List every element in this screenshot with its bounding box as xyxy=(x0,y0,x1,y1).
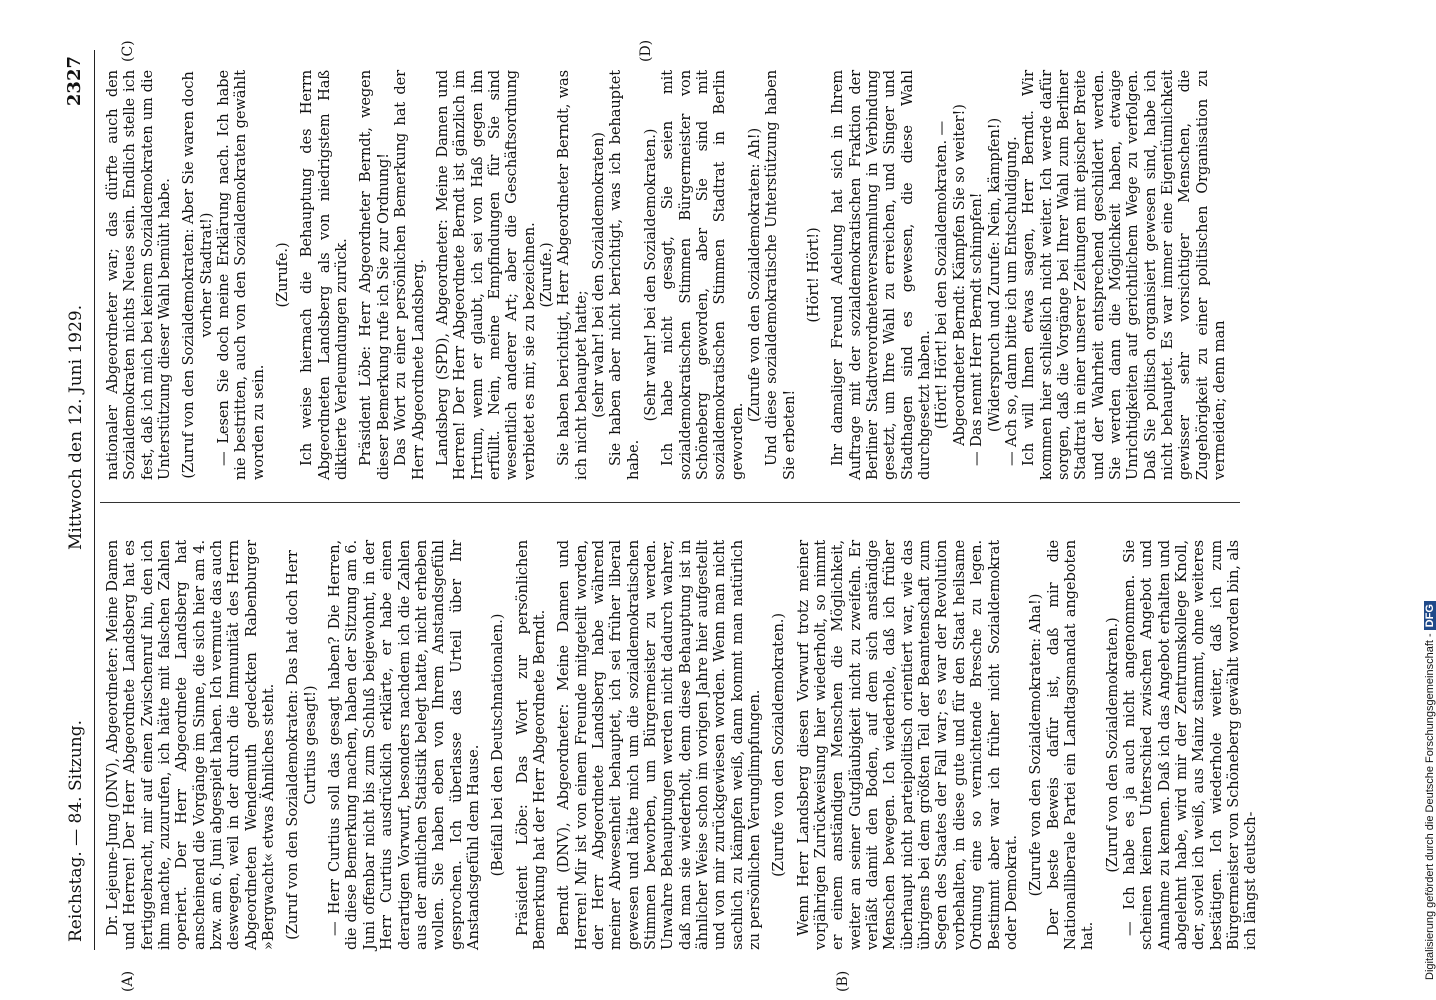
speech-paragraph: Ich weise hiernach die Behauptung des Herrn Abgeordneten Landsberg als von niedrigstem Haß diktierte Verleumdungen zurück. xyxy=(298,70,351,480)
interjection: (Zurufe von den Sozialdemokraten.) xyxy=(770,613,788,877)
digitization-notice-text: Digitalisierung gefördert durch die Deutsche Forschungsgemeinschaft - xyxy=(1424,633,1436,980)
margin-marker-c: (C) xyxy=(120,40,136,62)
interjection: (Zuruf von den Sozialdemokraten.) xyxy=(1103,617,1121,873)
speech-paragraph: Ich habe nicht gesagt, Sie seien mit sozialdemokratischen Stimmen Bürgermeister von Schöneberg geworden, aber Sie sind mit sozialdemokratischen Stimmen Stadtrat in Berlin geworden. xyxy=(659,70,746,480)
speech-paragraph: Das Wort zu einer persönlichen Bemerkung hat der Herr Abgeordnete Landsberg. xyxy=(392,70,427,480)
header-session: Reichstag. — 84. Sitzung. xyxy=(66,719,86,942)
digitization-notice xyxy=(1424,601,1436,980)
speech-paragraph: — Das nennt Herr Berndt schimpfen! xyxy=(968,192,986,466)
speech-paragraph: Berndt (DNV), Abgeordneter: Meine Damen und Herren! Mir ist von einem Freunde mitgeteilt worden, der Herr Abgeordnete Landsberg habe während meiner Abwesenheit behauptet, ich sei früher liberal gewesen und hätte mich um die sozialdemokratischen Stimmen beworben, um Bürgermeister zu werden. Unwahre Behauptungen werden nicht dadurch wahrer, daß man sie wiederholt, denn diese Behauptung ist in ähnlicher Weise schon im vorigen Jahre hier aufgestellt und von mir zurückgewiesen worden. Wenn man nicht sachlich zu kämpfen weiß, dann kommt man natürlich zu persönlichen Verunglimpfungen. xyxy=(555,540,764,950)
right-column xyxy=(104,70,1228,480)
speech-paragraph: Sie haben aber nicht berichtigt, was ich behauptet habe. xyxy=(607,70,642,480)
speech-paragraph: — Herr Curtius soll das gesagt haben? Die Herren, die diese Bemerkung machen, haben der Sitzung am 6. Juni offenbar nicht bis zum Schluß beigewohnt, in der Herr Curtius ausdrücklich erklärte, er habe einen derartigen Vorwurf, besonders nachdem ich die Zahlen aus der amtlichen Statistik belegt hatte, nicht erheben wollen. Sie haben eben von Ihrem Anstandsgefühl gesprochen. Ich überlasse das Urteil über Ihr Anstandsgefühl dem Hause. xyxy=(326,540,482,950)
speech-paragraph: — Ach so, dann bitte ich um Entschuldigung. xyxy=(1002,136,1020,466)
margin-marker-d: (D) xyxy=(638,39,654,62)
page-number: 2327 xyxy=(64,56,85,107)
interjection: (Zurufe.) xyxy=(537,242,555,308)
speech-paragraph: Ich will Ihnen etwas sagen, Herr Berndt. Wir kommen hier schließlich nicht weiter. Ich werde dafür sorgen, daß die Vorgänge bei Ihrer Wahl zum Berliner Stadtrat in einer unserer Zeitungen mit epischer Breite und der Wahrheit entsprechend geschildert werden. Sie werden dann die Möglichkeit haben, etwaige Unrichtigkeiten auf gerichtlichem Wege zu verfolgen. Daß Sie politisch organisiert gewesen sind, habe ich nicht behauptet. Es war immer eine Eigentümlichkeit gewisser sehr vorsichtiger Menschen, die Zugehörigkeit zu einer politischen Organisation zu vermeiden; denn man xyxy=(1020,70,1228,480)
margin-marker-a: (A) xyxy=(120,970,136,992)
interjection: (Hört! Hört! bei den Sozialdemokraten. — Abgeordneter Berndt: Kämpfen Sie so weiter!) xyxy=(933,104,968,446)
speech-paragraph: Wenn Herr Landsberg diesen Vorwurf trotz meiner vorjährigen Zurückweisung hier wiederholt, so nimmt er einem anständigen Menschen die Möglichkeit, weiter an seiner Gutgläubigkeit nicht zu zweifeln. Er verläßt damit den Boden, auf dem sich anständige Menschen bewegen. Ich wiederhole, daß ich früher überhaupt nicht parteipolitisch orientiert war, wie das übrigens bei dem größten Teil der Beamtenschaft zum Segen des Staates der Fall war; es war der Revolution vorbehalten, in diese gute und für den Staat heilsame Ordnung eine so vernichtende Bresche zu legen. Bestimmt aber war ich früher nicht Sozialdemokrat oder Demokrat. xyxy=(794,540,1020,950)
interjection: (sehr wahr! bei den Sozialdemokraten) xyxy=(589,132,607,418)
interjection: (Zurufe von den Sozialdemokraten: Ah!) xyxy=(746,127,764,423)
speech-paragraph: nationaler Abgeordneter war; das dürfte auch den Sozialdemokraten nichts Neues sein. Endlich stelle ich fest, daß ich mich bei keinem Sozialdemokraten um die Unterstützung dieser Wahl bemüht habe. xyxy=(104,70,174,480)
interjection: (Hört! Hört!) xyxy=(805,227,823,323)
column-divider xyxy=(100,502,1240,503)
dfg-logo: DFG xyxy=(1424,601,1436,630)
speech-paragraph: Präsident Löbe: Das Wort zur persönlichen Bemerkung hat der Herr Abgeordnete Berndt. xyxy=(513,540,548,950)
header-date: Mittwoch den 12. Juni 1929. xyxy=(66,304,86,550)
interjection: (Zuruf von den Sozialdemokraten: Aber Sie waren doch vorher Stadtrat!) xyxy=(180,71,215,479)
interjection: (Zuruf von den Sozialdemokraten: Das hat doch Herr Curtius gesagt!) xyxy=(284,550,319,940)
speech-paragraph: Präsident Löbe: Herr Abgeordneter Berndt, wegen dieser Bemerkung rufe ich Sie zur Ordnung! xyxy=(357,70,392,480)
margin-marker-b: (B) xyxy=(835,970,851,992)
interjection: (Widerspruch und Zurufe: Nein, kämpfen!) xyxy=(985,117,1003,433)
header-rule xyxy=(94,50,95,950)
interjection: (Zurufe von den Sozialdemokraten: Aha!) xyxy=(1027,593,1045,897)
interjection: (Beifall bei den Deutschnationalen.) xyxy=(489,613,507,877)
speech-paragraph: Dr. Lejeune-Jung (DNV), Abgeordneter: Meine Damen und Herren! Der Herr Abgeordnete Landsberg hat es fertiggebracht, mir auf einen Zwischenruf hin, den ich ihm machte, zuzurufen, ich hätte mit falschen Zahlen operiert. Der Herr Abgeordnete Landsberg hat anscheinend die Vorgänge im Sinne, die sich hier am 4. bzw. am 6. Juni abgespielt haben. Ich vermute das auch deswegen, weil in der durch die Immunität des Herrn Abgeordneten Wendemuth gedeckten Rabenburger »Bergwacht« etwas Ähnliches steht. xyxy=(104,540,278,950)
left-column xyxy=(104,540,1260,950)
speech-paragraph: — Lesen Sie doch meine Erklärung nach. Ich habe nie bestritten, auch von den Sozialdemokraten gewählt worden zu sein. xyxy=(215,70,267,480)
rotated-page xyxy=(60,39,1260,992)
speech-paragraph: Landsberg (SPD), Abgeordneter: Meine Damen und Herren! Der Herr Abgeordnete Berndt ist gänzlich im Irrtum, wenn er glaubt, ich sei von Haß gegen ihn erfüllt. Nein, meine Empfindungen für Sie sind wesentlich anderer Art; aber die Geschäftsordnung verbietet es mir, sie zu bezeichnen. xyxy=(433,70,538,480)
speech-paragraph: Der beste Beweis dafür ist, daß mir die Nationalliberale Partei ein Landtagsmandat angeboten hat. xyxy=(1044,540,1097,950)
speech-paragraph: Und diese sozialdemokratische Unterstützung haben Sie erbeten! xyxy=(763,70,798,480)
speech-paragraph: Sie haben berichtigt, Herr Abgeordneter Berndt, was ich nicht behauptet hatte; xyxy=(555,70,590,480)
interjection: (Sehr wahr! bei den Sozialdemokraten.) xyxy=(641,128,659,422)
interjection: (Zurufe.) xyxy=(274,242,292,308)
speech-paragraph: Ihr damaliger Freund Adelung hat sich in Ihrem Auftrage mit der sozialdemokratischen Fraktion der Berliner Stadtverordnetenversammlung in Verbindung gesetzt, um Ihre Wahl zu erreichen, und Singer und Stadthagen sind es gewesen, die diese Wahl durchgesetzt haben. xyxy=(829,70,934,480)
page-header xyxy=(60,50,94,950)
speech-paragraph: — Ich habe es ja auch nicht angenommen. Sie scheinen keinen Unterschied zwischen Angebot und Annahme zu kennen. Daß ich das Angebot erhalten und abgelehnt habe, wird mir der Zentrumskollege Knoll, der, soviel ich weiß, aus Mainz stammt, ohne weiteres bestätigen. Ich wiederhole weiter, daß ich zum Bürgermeister von Schöneberg gewählt worden bin, als ich längst deutsch- xyxy=(1120,540,1260,950)
